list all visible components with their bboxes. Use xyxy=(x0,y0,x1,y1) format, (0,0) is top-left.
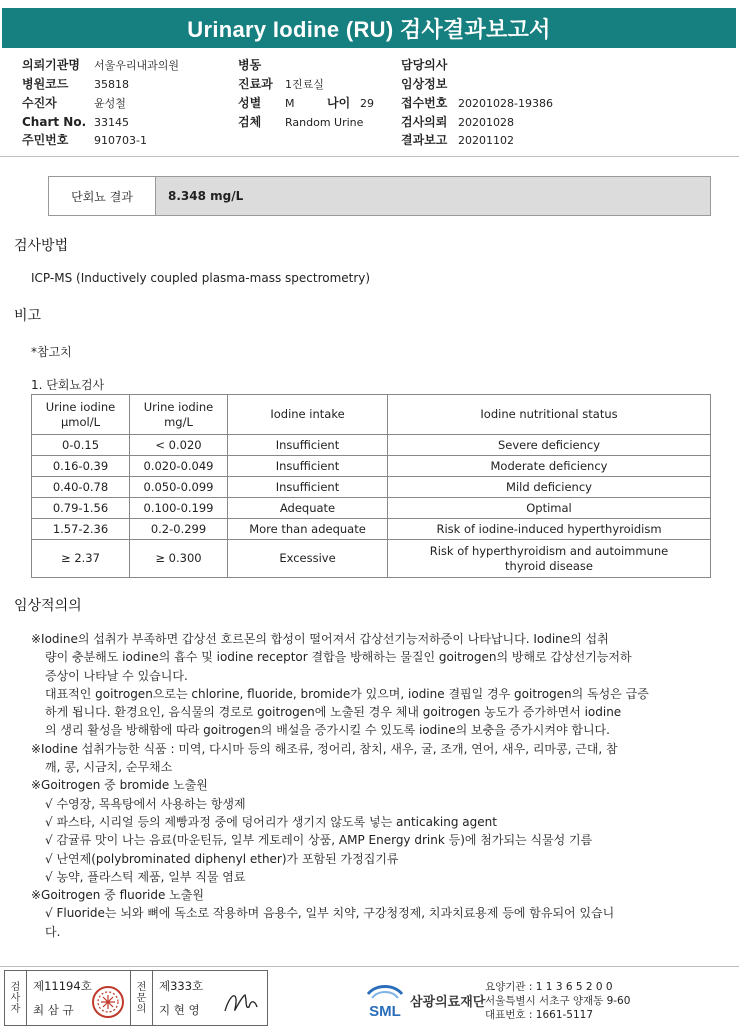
clinical-line: √ 농약, 플라스틱 제품, 일부 직물 염료 xyxy=(45,869,246,884)
clinical-line: ※Goitrogen 중 fluoride 노출원 xyxy=(31,888,204,903)
dept-value: 1진료실 xyxy=(285,78,324,91)
table-row xyxy=(32,540,711,578)
header-mg-line2: mg/L xyxy=(164,414,193,429)
cell: 0.050-0.099 xyxy=(130,477,228,498)
ward-label: 병동 xyxy=(238,58,262,72)
cell: Excessive xyxy=(228,540,388,578)
report-date-label: 결과보고 xyxy=(401,133,448,147)
doctor-label: 담당의사 xyxy=(401,58,448,72)
lab-code: 요양기관 : 1 1 3 6 5 2 0 0 xyxy=(485,981,613,993)
cell: 0.16-0.39 xyxy=(32,456,130,477)
status-line1: Risk of hyperthyroidism and autoimmune xyxy=(429,543,669,558)
cell: 1.57-2.36 xyxy=(32,519,130,540)
dept-label: 진료과 xyxy=(238,77,273,91)
institution-value: 서울우리내과의원 xyxy=(94,59,180,72)
header-mg-line1: Urine iodine xyxy=(143,399,214,414)
cell: Moderate deficiency xyxy=(388,456,711,477)
clinical-line: 다. xyxy=(45,924,61,939)
clinical-heading: 임상적의의 xyxy=(14,598,82,614)
clinical-line: ※Iodine 섭취가능한 식품 : 미역, 다시마 등의 해조류, 정어리, 참치, 새우, 굴, 조개, 연어, 새우, 리마콩, 근대, 참 xyxy=(31,741,618,756)
footer-divider xyxy=(0,966,739,967)
table-row xyxy=(32,519,711,540)
cell: Mild deficiency xyxy=(388,477,711,498)
header-umol xyxy=(32,395,130,435)
table-row xyxy=(32,498,711,519)
cell: Optimal xyxy=(388,498,711,519)
clinical-line: ※Goitrogen 중 bromide 노출원 xyxy=(31,778,208,793)
table-row xyxy=(32,456,711,477)
cell: 0.40-0.78 xyxy=(32,477,130,498)
clinical-line: √ Fluoride는 뇌와 뼈에 독소로 작용하며 음용수, 일부 치약, 구강청정제, 치과치료용제 등에 함유되어 있습니 xyxy=(45,906,615,921)
cell: 0.79-1.56 xyxy=(32,498,130,519)
table-row xyxy=(32,435,711,456)
request-date-value: 20201028 xyxy=(458,116,514,129)
reviewer-label: 전 문 의 xyxy=(131,971,153,1025)
clinical-line: √ 난연제(polybrominated diphenyl ether)가 포함된 가정집기류 xyxy=(45,851,399,866)
lab-info xyxy=(485,980,630,1022)
reference-table xyxy=(31,394,711,578)
cell: 0.2-0.299 xyxy=(130,519,228,540)
clinical-line: 깨, 콩, 시금치, 순무채소 xyxy=(45,760,173,775)
lab-phone: 대표번호 : 1661-5117 xyxy=(485,1009,594,1021)
clinical-info-label: 임상정보 xyxy=(401,77,448,91)
specimen-value: Random Urine xyxy=(285,116,364,129)
specimen-label: 검체 xyxy=(238,115,262,129)
cell: 0.020-0.049 xyxy=(130,456,228,477)
status-line2: thyroid disease xyxy=(505,558,593,573)
signature-box xyxy=(4,970,268,1026)
result-value: 8.348 mg/L xyxy=(168,189,244,203)
cell: ≥ 0.300 xyxy=(130,540,228,578)
seal-icon xyxy=(91,985,125,1019)
cell xyxy=(388,540,711,578)
clinical-line: 하게 됩니다. 환경요인, 음식물의 경로로 goitrogen에 노출된 경우 체내 goitrogen 농도가 증가하면서 iodine xyxy=(45,705,622,720)
cell: ≥ 2.37 xyxy=(32,540,130,578)
lab-logo xyxy=(364,980,485,1020)
clinical-line: 대표적인 goitrogen으로는 chlorine, fluoride, bromide가 있으며, iodine 결핍일 경우 goitrogen의 독성은 급증 xyxy=(45,686,649,701)
table-header-row xyxy=(32,395,711,435)
signature-icon xyxy=(221,987,261,1019)
divider xyxy=(0,156,739,157)
method-text: ICP-MS (Inductively coupled plasma-mass spectrometry) xyxy=(31,271,371,285)
examiner-no: 제11194호 xyxy=(33,979,92,993)
clinical-line: √ 감귤류 맛이 나는 음료(마운틴듀, 일부 게토레이 상품, AMP Energy drink 등)에 첨가되는 식물성 기름 xyxy=(45,833,593,848)
cell: Insufficient xyxy=(228,435,388,456)
lab-address: 서울특별시 서초구 양재동 9-60 xyxy=(485,995,631,1007)
clinical-line: 량이 충분해도 iodine의 흡수 및 iodine receptor 결합을 방해하는 물질인 goitrogen의 방해로 갑상선기능저하 xyxy=(45,650,632,665)
cell: 0.100-0.199 xyxy=(130,498,228,519)
collector-value: 윤성철 xyxy=(94,97,126,110)
report-date-value: 20201102 xyxy=(458,134,514,147)
reception-value: 20201028-19386 xyxy=(458,97,553,110)
collector-label: 수진자 xyxy=(22,96,57,110)
reception-label: 접수번호 xyxy=(401,96,448,110)
age-label: 나이 xyxy=(327,96,351,110)
sml-logo-icon xyxy=(364,980,406,1020)
header-intake: Iodine intake xyxy=(228,395,388,435)
hospital-code-label: 병원코드 xyxy=(22,77,69,91)
cell: Adequate xyxy=(228,498,388,519)
cell: < 0.020 xyxy=(130,435,228,456)
sex-label: 성별 xyxy=(238,96,262,110)
cell: Severe deficiency xyxy=(388,435,711,456)
resident-no-value: 910703-1 xyxy=(94,134,147,147)
header-umol-line1: Urine iodine xyxy=(45,399,116,414)
method-heading: 검사방법 xyxy=(14,238,69,254)
clinical-line: √ 파스타, 시리얼 등의 제빵과정 중에 덩어리가 생기지 않도록 넣는 anticaking agent xyxy=(45,814,497,829)
examiner-cell xyxy=(27,971,131,1025)
clinical-line: ※Iodine의 섭취가 부족하면 갑상선 호르몬의 합성이 떨어져서 갑상선기능저하증이 나타납니다. Iodine의 섭취 xyxy=(31,632,609,646)
result-label: 단회뇨 결과 xyxy=(49,177,156,215)
chart-no-label: Chart No. xyxy=(22,115,87,129)
clinical-line: 의 생리 활성을 방해함에 따라 goitrogen의 배설을 증가시킬 수 있도록 iodine의 보충을 증가시켜야 합니다. xyxy=(45,723,610,738)
lab-name: 삼광의료재단 xyxy=(410,994,486,1010)
chart-no-value: 33145 xyxy=(94,116,129,129)
clinical-line: 증상이 나타날 수 있습니다. xyxy=(45,668,188,683)
clinical-text xyxy=(31,630,649,941)
report-title: Urinary Iodine (RU) 검사결과보고서 xyxy=(2,8,736,48)
request-date-label: 검사의뢰 xyxy=(401,115,448,129)
remarks-heading: 비고 xyxy=(14,308,42,324)
cell: Risk of iodine-induced hyperthyroidism xyxy=(388,519,711,540)
result-box xyxy=(48,176,711,216)
header-umol-line2: μmol/L xyxy=(60,414,101,429)
ref-table-title: 1. 단회뇨검사 xyxy=(31,378,105,392)
reviewer-name: 지 현 영 xyxy=(159,1003,200,1017)
age-value: 29 xyxy=(360,97,374,110)
logo-text: SML xyxy=(369,1003,401,1020)
reference-note: *참고치 xyxy=(31,345,72,359)
clinical-line: √ 수영장, 목욕탕에서 사용하는 항생제 xyxy=(45,796,246,811)
hospital-code-value: 35818 xyxy=(94,78,129,91)
examiner-name: 최 삼 규 xyxy=(33,1003,74,1017)
sex-value: M xyxy=(285,97,295,110)
cell: 0-0.15 xyxy=(32,435,130,456)
institution-label: 의뢰기관명 xyxy=(22,58,80,72)
reviewer-cell xyxy=(153,971,267,1025)
cell: Insufficient xyxy=(228,456,388,477)
table-row xyxy=(32,477,711,498)
reviewer-no: 제333호 xyxy=(159,979,204,993)
examiner-label: 검 사 자 xyxy=(5,971,27,1025)
resident-no-label: 주민번호 xyxy=(22,133,69,147)
header-status: Iodine nutritional status xyxy=(388,395,711,435)
cell: More than adequate xyxy=(228,519,388,540)
cell: Insufficient xyxy=(228,477,388,498)
header-mg xyxy=(130,395,228,435)
